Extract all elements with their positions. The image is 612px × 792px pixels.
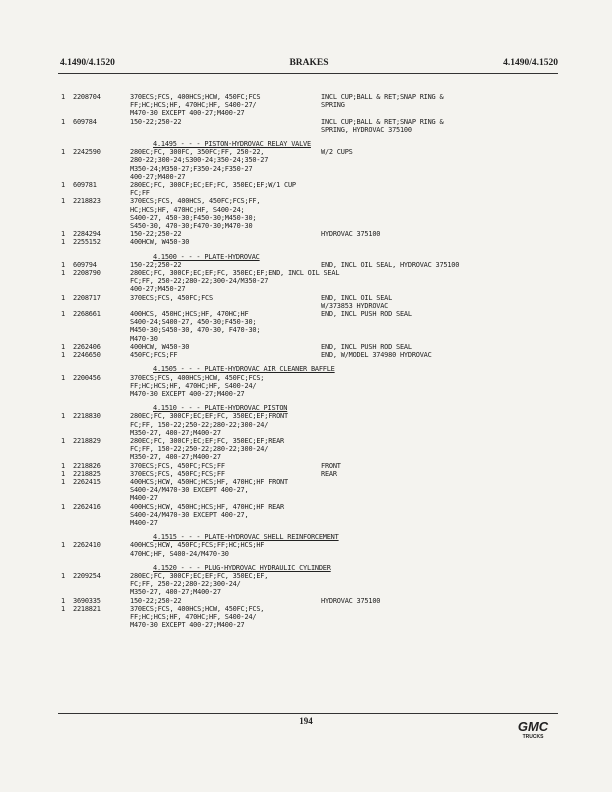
note-line [321, 541, 571, 549]
note-line [321, 511, 571, 519]
page-header [60, 58, 558, 72]
part-row [61, 437, 571, 445]
part-row [61, 343, 571, 351]
part-number: 2255152 [73, 238, 101, 247]
part-row-continuation [61, 588, 571, 596]
section-heading [61, 140, 571, 148]
part-number: 2208704 [73, 93, 101, 101]
part-row-continuation [61, 421, 571, 429]
quantity: 1 [61, 469, 65, 478]
part-number: 3690335 [73, 596, 101, 605]
part-number: 2262406 [73, 342, 101, 351]
part-number: 609781 [73, 181, 97, 190]
note-line [321, 173, 571, 181]
note-line [321, 494, 571, 502]
note-line: END, INCL PUSH ROD SEAL [321, 310, 412, 319]
part-row [61, 238, 571, 246]
parts-list [61, 93, 571, 629]
part-number: 2246650 [73, 351, 101, 360]
part-row-continuation [61, 165, 571, 173]
note-line: HYDROVAC 375100 [321, 596, 381, 605]
note-line [321, 550, 571, 558]
note-line [321, 156, 571, 164]
description-line: 400HCS;HCW, 450FC;FCS;FF;HC;HCS;HF [130, 541, 265, 550]
note-line [321, 374, 571, 382]
note-line [321, 326, 571, 334]
description-line: 400-27;M400-27 [130, 172, 186, 181]
description-line: 370ECS;FCS, 450FC;FCS [130, 293, 213, 302]
description-line [130, 126, 321, 134]
description-line: 280EC;FC, 300FC, 350FC;FF, 250-22, [130, 148, 265, 157]
part-row [61, 261, 571, 269]
part-row [61, 462, 571, 470]
quantity: 1 [61, 148, 65, 157]
note-line [321, 335, 571, 343]
section-heading-text: 4.1510 - - - PLATE-HYDROVAC PISTON [153, 404, 288, 413]
description-line: M350-27, 400-27;M400-27 [130, 588, 221, 597]
part-row [61, 181, 571, 189]
description-line: 400HCW, W450-30 [130, 342, 190, 351]
note-line [321, 572, 571, 580]
part-row [61, 605, 571, 613]
quantity: 1 [61, 412, 65, 421]
part-row-continuation [61, 445, 571, 453]
quantity: 1 [61, 238, 65, 247]
part-row [61, 374, 571, 382]
note-line [321, 486, 571, 494]
part-number: 2218825 [73, 469, 101, 478]
part-row-continuation [61, 382, 571, 390]
section-heading [61, 404, 571, 412]
quantity: 1 [61, 310, 65, 319]
note-line: HYDROVAC 375100 [321, 230, 381, 239]
section-heading-text: 4.1515 - - - PLATE-HYDROVAC SHELL REINFORCEMENT [153, 533, 339, 542]
note-line [321, 503, 571, 511]
description-line: FF;HC;HCS;HF, 470HC;HF, S400-27/ [130, 101, 257, 110]
note-line: REAR [321, 469, 337, 478]
note-line [321, 478, 571, 486]
part-number: 2209254 [73, 571, 101, 580]
description-line: 370ECS;FCS, 400HCS;HCW, 450FC;FCS; [130, 373, 265, 382]
note-line [321, 412, 571, 420]
quantity: 1 [61, 93, 65, 101]
quantity: 1 [61, 541, 65, 550]
description-line: S450-30, 470-30;F470-30;M470-30 [130, 222, 253, 231]
part-row [61, 148, 571, 156]
quantity: 1 [61, 230, 65, 239]
part-number: 2208790 [73, 269, 101, 278]
footer-rule [58, 713, 558, 714]
note-line: END, INCL OIL SEAL [321, 293, 393, 302]
part-row-continuation [61, 613, 571, 621]
note-line [321, 222, 571, 230]
part-row [61, 310, 571, 318]
part-row [61, 294, 571, 302]
note-line [321, 214, 571, 222]
section-heading-text: 4.1495 - - - PISTON-HYDROVAC RELAY VALVE [153, 140, 311, 149]
note-line [321, 165, 571, 173]
page-number: 194 [299, 716, 313, 726]
gmc-trucks-logo [510, 718, 556, 740]
quantity: 1 [61, 571, 65, 580]
note-line [321, 189, 571, 197]
description-line: FF;HC;HCS;HF, 470HC;HF, S400-24/ [130, 612, 257, 621]
part-row-continuation [61, 302, 571, 310]
description-line: S400-24;S400-27, 450-30;F450-30; [130, 318, 257, 327]
quantity: 1 [61, 117, 65, 126]
part-number: 2268661 [73, 310, 101, 319]
part-row [61, 269, 571, 277]
section-heading-text: 4.1520 - - - PLUG-HYDROVAC HYDRAULIC CYLINDER [153, 563, 331, 572]
part-row [61, 597, 571, 605]
quantity: 1 [61, 181, 65, 190]
part-number: 2218821 [73, 604, 101, 613]
quantity: 1 [61, 604, 65, 613]
description-line: 370ECS;FCS, 400HCS;HCW, 450FC;FCS, [130, 604, 265, 613]
note-line [321, 621, 571, 629]
note-line: SPRING [321, 101, 345, 110]
part-row [61, 230, 571, 238]
part-number: 2262415 [73, 477, 101, 486]
part-row-continuation [61, 277, 571, 285]
description-line: 370ECS;FCS, 450FC;FCS;FF [130, 469, 225, 478]
note-line [321, 181, 571, 189]
note-line: END, W/MODEL 374980 HYDROVAC [321, 351, 432, 360]
section-heading [61, 365, 571, 373]
note-line: INCL CUP;BALL & RET;SNAP RING & [321, 93, 444, 101]
part-row-continuation [61, 222, 571, 230]
note-line [321, 318, 571, 326]
part-row-continuation [61, 519, 571, 527]
note-line: INCL CUP;BALL & RET;SNAP RING & [321, 117, 444, 126]
part-number: 2218830 [73, 412, 101, 421]
description-line: HC;HCS;HF, 470HC;HF, S400-24; [130, 205, 245, 214]
description-line: 400-27;M450-27 [130, 285, 186, 294]
part-row [61, 412, 571, 420]
part-number: 2218826 [73, 461, 101, 470]
description-line: M470-30 EXCEPT 400-27;M400-27 [130, 621, 245, 630]
note-line [321, 238, 571, 246]
logo-text: GMC [517, 719, 549, 734]
part-row [61, 503, 571, 511]
quantity: 1 [61, 342, 65, 351]
description-line: 400HCW, W450-30 [130, 238, 190, 247]
part-row-continuation [61, 109, 571, 117]
part-row-continuation [61, 486, 571, 494]
note-line [321, 445, 571, 453]
description-line: FC;FF, 250-22;280-22;300-24/M350-27 [130, 277, 269, 286]
header-left: 4.1490/4.1520 [60, 58, 115, 68]
quantity: 1 [61, 260, 65, 269]
description-line: 150-22;250-22 [130, 117, 182, 126]
part-row [61, 93, 571, 101]
note-line [321, 429, 571, 437]
section-heading [61, 533, 571, 541]
note-line [321, 437, 571, 445]
quantity: 1 [61, 373, 65, 382]
part-row-continuation [61, 173, 571, 181]
description-line: M350-27, 400-27;M400-27 [130, 453, 221, 462]
note-line: W/2 CUPS [321, 148, 353, 157]
note-line [321, 197, 571, 205]
description-line: M400-27 [130, 518, 158, 527]
note-line [321, 588, 571, 596]
part-row-continuation [61, 189, 571, 197]
part-row-continuation [61, 126, 571, 134]
description-line: 400HCS, 450HC;HCS;HF, 470HC;HF [130, 310, 249, 319]
description-line [130, 302, 321, 310]
description-line: 150-22;250-22 [130, 596, 182, 605]
note-line: END, INCL OIL SEAL, HYDROVAC 375100 [321, 260, 460, 269]
part-number: 609794 [73, 260, 97, 269]
section-heading-text: 4.1505 - - - PLATE-HYDROVAC AIR CLEANER BAFFLE [153, 365, 335, 374]
description-line: 370ECS;FCS, 400HCS, 450FC;FCS;FF, [130, 197, 261, 206]
description-line: M350-24;M350-27;F350-24;F350-27 [130, 164, 253, 173]
part-number: 2218823 [73, 197, 101, 206]
description-line: 280EC;FC, 300CF;EC;EF;FC, 350EC;EF;W/1 CUP [130, 181, 296, 190]
quantity: 1 [61, 351, 65, 360]
note-line [321, 390, 571, 398]
description-line: 370ECS;FCS, 400HCS;HCW, 450FC;FCS [130, 93, 261, 101]
description-line: 150-22;250-22 [130, 260, 182, 269]
description-line: M450-30;S450-30, 470-30, F470-30; [130, 326, 261, 335]
part-row-continuation [61, 326, 571, 334]
part-row-continuation [61, 621, 571, 629]
description-line: M400-27 [130, 494, 158, 503]
description-line: FC;FF [130, 189, 150, 198]
header-title: BRAKES [289, 58, 329, 68]
part-row-continuation [61, 285, 571, 293]
quantity: 1 [61, 293, 65, 302]
description-line: 280EC;FC, 300CF;EC;EF;FC, 350EC;EF;FRONT [130, 412, 288, 421]
note-line [321, 605, 571, 613]
note-line [321, 453, 571, 461]
part-number: 2262410 [73, 541, 101, 550]
quantity: 1 [61, 477, 65, 486]
section-heading-text: 4.1500 - - - PLATE-HYDROVAC [153, 252, 260, 261]
part-row [61, 478, 571, 486]
quantity: 1 [61, 461, 65, 470]
part-row-continuation [61, 335, 571, 343]
note-line [321, 109, 571, 117]
part-number: 2242590 [73, 148, 101, 157]
part-number: 2262416 [73, 502, 101, 511]
part-row [61, 470, 571, 478]
part-row [61, 197, 571, 205]
part-row-continuation [61, 494, 571, 502]
part-number: 2218829 [73, 436, 101, 445]
description-line: FC;FF, 250-22;280-22;300-24/ [130, 580, 241, 589]
description-line: M470-30 EXCEPT 400-27;M400-27 [130, 389, 245, 398]
part-row [61, 118, 571, 126]
part-row-continuation [61, 206, 571, 214]
part-row [61, 541, 571, 549]
description-line: S400-24/M470-30 EXCEPT 400-27, [130, 510, 249, 519]
section-heading [61, 253, 571, 261]
description-line: M470-30 [130, 334, 158, 343]
quantity: 1 [61, 596, 65, 605]
description-line: FC;FF, 150-22;250-22;280-22;300-24/ [130, 420, 269, 429]
description-line: 400HCS;HCW, 450HC;HCS;HF, 470HC;HF FRONT [130, 477, 288, 486]
description-line: M350-27, 400-27;M400-27 [130, 428, 221, 437]
note-line [321, 269, 571, 277]
part-row-continuation [61, 101, 571, 109]
part-row-continuation [61, 453, 571, 461]
note-line [321, 580, 571, 588]
header-right: 4.1490/4.1520 [503, 58, 558, 68]
note-line [321, 277, 571, 285]
part-row-continuation [61, 429, 571, 437]
description-line: M470-30 EXCEPT 400-27;M400-27 [130, 109, 245, 118]
description-line: S400-24/M470-30 EXCEPT 400-27, [130, 486, 249, 495]
quantity: 1 [61, 436, 65, 445]
note-line [321, 382, 571, 390]
part-row-continuation [61, 511, 571, 519]
section-heading [61, 564, 571, 572]
description-line: FF;HC;HCS;HF, 470HC;HF, S400-24/ [130, 381, 257, 390]
description-line: 400HCS;HCW, 450HC;HCS;HF, 470HC;HF REAR [130, 502, 284, 511]
part-row-continuation [61, 214, 571, 222]
description-line: 280-22;300-24;S300-24;350-24;350-27 [130, 156, 269, 165]
note-line [321, 285, 571, 293]
quantity: 1 [61, 502, 65, 511]
part-row [61, 351, 571, 359]
note-line [321, 206, 571, 214]
note-line: W/373853 HYDROVAC [321, 301, 389, 310]
quantity: 1 [61, 269, 65, 278]
description-line: S400-27, 450-30;F450-30;M450-30; [130, 213, 257, 222]
part-row-continuation [61, 550, 571, 558]
description-line: 370ECS;FCS, 450FC;FCS;FF [130, 461, 225, 470]
description-line: 280EC;FC, 300CF;EC;EF;FC, 350EC;EF;REAR [130, 436, 284, 445]
part-number: 609784 [73, 117, 97, 126]
note-line [321, 519, 571, 527]
note-line [321, 613, 571, 621]
part-row-continuation [61, 156, 571, 164]
description-line: 280EC;FC, 300CF;EC;EF;FC, 350EC;EF;END, INCL OIL SEAL [130, 269, 340, 278]
part-number: 2284294 [73, 230, 101, 239]
description-line: 470HC;HF, S400-24/M470-30 [130, 549, 229, 558]
note-line [321, 421, 571, 429]
note-line: FRONT [321, 461, 341, 470]
header-rule [58, 73, 558, 74]
part-row-continuation [61, 318, 571, 326]
description-line: 150-22;250-22 [130, 230, 182, 239]
note-line: END, INCL PUSH ROD SEAL [321, 342, 412, 351]
logo-sub: TRUCKS [522, 734, 544, 740]
part-number: 2200456 [73, 373, 101, 382]
note-line: SPRING, HYDROVAC 375100 [321, 125, 412, 134]
description-line: 450FC;FCS;FF [130, 351, 178, 360]
part-row-continuation [61, 390, 571, 398]
description-line: FC;FF, 150-22;250-22;280-22;300-24/ [130, 445, 269, 454]
quantity: 1 [61, 197, 65, 206]
part-number: 2208717 [73, 293, 101, 302]
part-row [61, 572, 571, 580]
part-row-continuation [61, 580, 571, 588]
description-line: 280EC;FC, 300CF;EC;EF;FC, 350EC;EF, [130, 571, 269, 580]
